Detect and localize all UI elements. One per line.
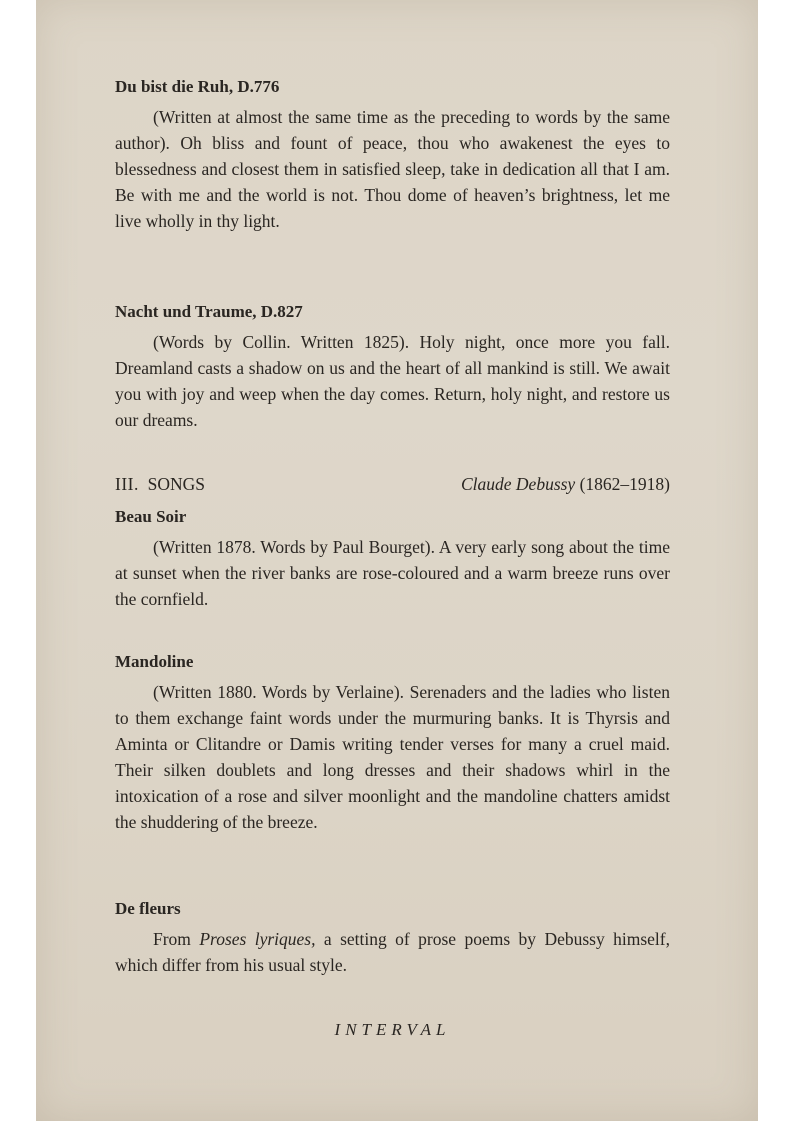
song-title: Du bist die Ruh, D.776 bbox=[115, 77, 280, 96]
song-description bbox=[115, 926, 670, 978]
section-label: SONGS bbox=[147, 474, 205, 494]
song-entry-nacht-und-traume bbox=[115, 299, 670, 433]
song-title: Mandoline bbox=[115, 652, 194, 671]
song-description: (Written at almost the same time as the preceding to words by the same author). Oh bliss and fount of peace, thou who awakenest the eyes to blessedness and closest them in satisfied sleep, take in dedication all that I am. Be with me and the world is not. Thou dome of heaven’s brightness, let me live wholly in thy light. bbox=[115, 107, 670, 231]
song-description: (Written 1880. Words by Verlaine). Serenaders and the ladies who listen to them exchange faint words under the murmuring banks. It is Thyrsis and Aminta or Clitandre or Damis writing tender verses for many a cruel maid. Their silken doublets and long dresses and their shadows whirl in the intoxication of a rose and silver moonlight and the mandoline chatters amidst the shuddering of the breeze. bbox=[115, 682, 670, 832]
song-title: Beau Soir bbox=[115, 507, 187, 526]
song-description: (Written 1878. Words by Paul Bourget). A very early song about the time at sunset when the river banks are rose-coloured and a warm breeze runs over the cornfield. bbox=[115, 537, 670, 609]
section-number: III. bbox=[115, 474, 139, 494]
description-suffix: a setting of prose poems by Debussy himself, which differ from his usual style. bbox=[115, 929, 670, 975]
work-title: Proses lyriques, bbox=[199, 929, 316, 949]
section-header bbox=[115, 471, 670, 497]
composer-credit bbox=[461, 471, 670, 497]
song-title: Nacht und Traume, D.827 bbox=[115, 302, 303, 321]
song-description: (Words by Collin. Written 1825). Holy night, once more you fall. Dreamland casts a shadow on us and the heart of all mankind is still. We await you with joy and weep when the day comes. Return, holy night, and restore us our dreams. bbox=[115, 332, 670, 430]
song-entry-du-bist-die-ruh bbox=[115, 74, 670, 234]
song-title: De fleurs bbox=[115, 899, 181, 918]
song-entry-de-fleurs bbox=[115, 896, 670, 978]
song-entry-beau-soir bbox=[115, 504, 670, 612]
composer-name: Claude Debussy bbox=[460, 474, 576, 494]
description-prefix: From bbox=[153, 929, 200, 949]
section-title bbox=[115, 471, 205, 497]
composer-dates: (1862–1918) bbox=[579, 474, 670, 494]
interval-label: INTERVAL bbox=[334, 1020, 451, 1039]
song-entry-mandoline bbox=[115, 649, 670, 835]
